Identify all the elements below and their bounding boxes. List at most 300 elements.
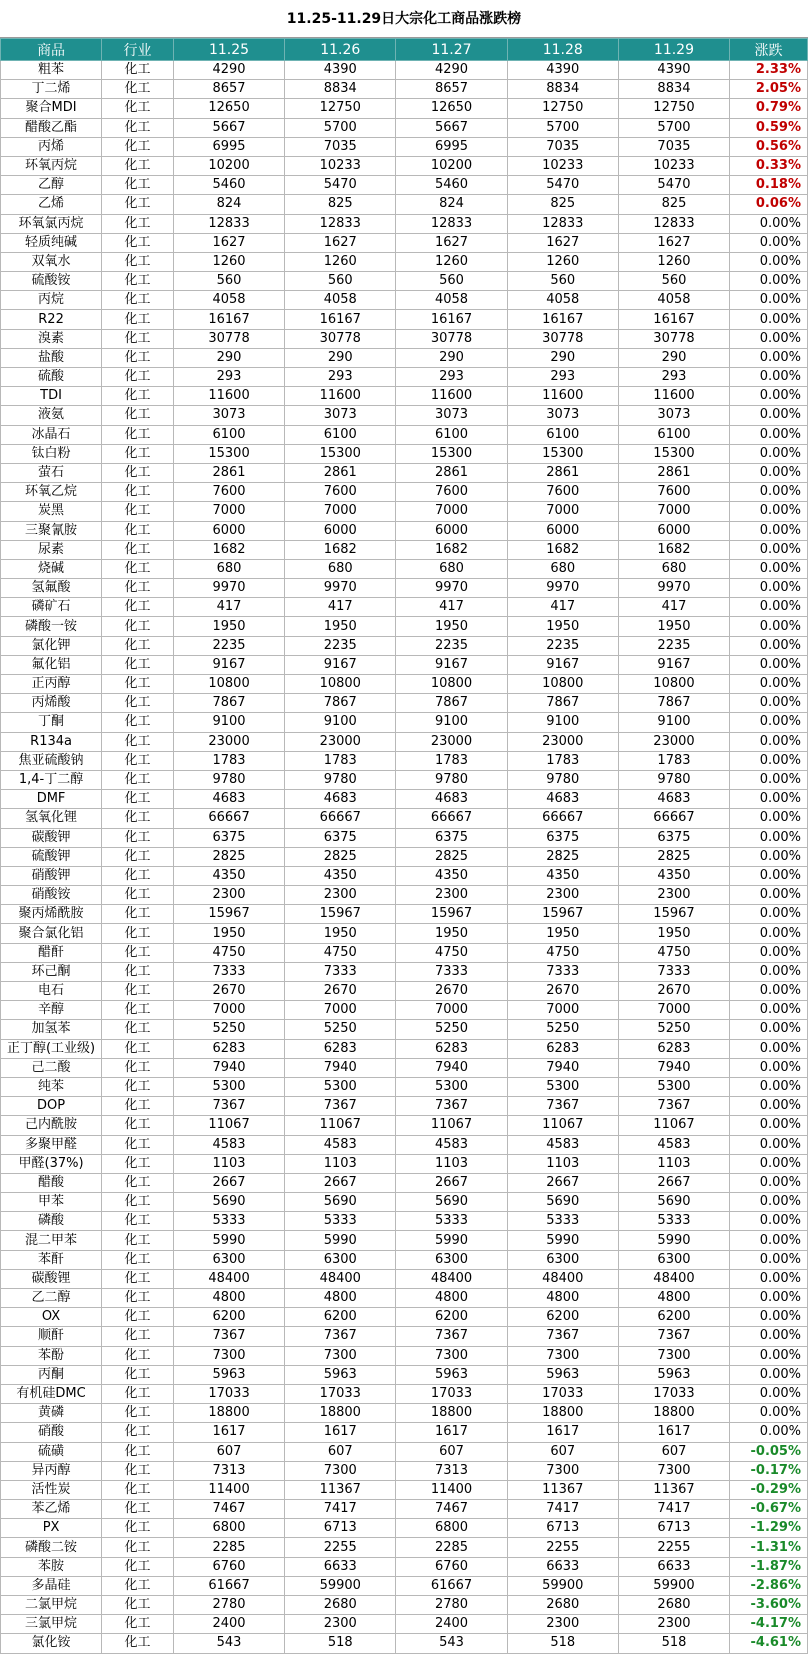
price-cell-1125: 4058 — [173, 291, 284, 310]
price-cell-1128: 9100 — [507, 713, 618, 732]
commodity-cell: 氯化铵 — [1, 1634, 102, 1653]
price-cell-1125: 4350 — [173, 866, 284, 885]
price-cell-1125: 12833 — [173, 214, 284, 233]
table-row — [1, 1135, 808, 1154]
price-cell-1128: 7035 — [507, 137, 618, 156]
commodity-cell: 三聚氰胺 — [1, 521, 102, 540]
price-cell-1125: 7367 — [173, 1097, 284, 1116]
price-cell-1125: 5990 — [173, 1231, 284, 1250]
price-cell-1128: 1627 — [507, 233, 618, 252]
commodity-cell: 顺酐 — [1, 1327, 102, 1346]
price-cell-1127: 2300 — [396, 886, 507, 905]
price-cell-1128: 17033 — [507, 1384, 618, 1403]
table-row — [1, 559, 808, 578]
price-cell-1126: 23000 — [285, 732, 396, 751]
price-cell-1129: 66667 — [618, 809, 729, 828]
commodity-cell: 碳酸锂 — [1, 1269, 102, 1288]
price-cell-1129: 607 — [618, 1442, 729, 1461]
industry-cell: 化工 — [102, 176, 174, 195]
price-cell-1128: 3073 — [507, 406, 618, 425]
industry-cell: 化工 — [102, 406, 174, 425]
table-row — [1, 1596, 808, 1615]
commodity-cell: 轻质纯碱 — [1, 233, 102, 252]
price-cell-1129: 2670 — [618, 982, 729, 1001]
commodity-cell: 醋酸乙酯 — [1, 118, 102, 137]
price-cell-1125: 10200 — [173, 156, 284, 175]
price-cell-1125: 11067 — [173, 1116, 284, 1135]
price-cell-1125: 7000 — [173, 502, 284, 521]
commodity-cell: 正丙醇 — [1, 675, 102, 694]
price-cell-1129: 1617 — [618, 1423, 729, 1442]
table-row — [1, 444, 808, 463]
change-cell: 0.00% — [730, 1327, 808, 1346]
industry-cell: 化工 — [102, 886, 174, 905]
price-cell-1127: 7467 — [396, 1500, 507, 1519]
commodity-cell: DMF — [1, 790, 102, 809]
price-cell-1126: 4800 — [285, 1289, 396, 1308]
change-cell: 0.00% — [730, 675, 808, 694]
industry-cell: 化工 — [102, 1327, 174, 1346]
price-cell-1128: 9780 — [507, 770, 618, 789]
column-header-date-1125: 11.25 — [173, 39, 284, 61]
price-cell-1126: 5470 — [285, 176, 396, 195]
price-cell-1125: 7467 — [173, 1500, 284, 1519]
price-cell-1127: 1783 — [396, 751, 507, 770]
price-cell-1126: 12833 — [285, 214, 396, 233]
price-cell-1127: 15967 — [396, 905, 507, 924]
price-cell-1128: 6375 — [507, 828, 618, 847]
price-cell-1126: 1627 — [285, 233, 396, 252]
price-cell-1125: 1627 — [173, 233, 284, 252]
change-cell: 0.00% — [730, 387, 808, 406]
commodity-cell: 正丁醇(工业级) — [1, 1039, 102, 1058]
change-cell: 0.00% — [730, 502, 808, 521]
price-cell-1127: 2825 — [396, 847, 507, 866]
price-cell-1125: 15967 — [173, 905, 284, 924]
price-cell-1125: 9970 — [173, 579, 284, 598]
price-cell-1125: 1783 — [173, 751, 284, 770]
price-cell-1128: 59900 — [507, 1576, 618, 1595]
commodity-cell: 己内酰胺 — [1, 1116, 102, 1135]
price-cell-1126: 48400 — [285, 1269, 396, 1288]
price-cell-1127: 4290 — [396, 61, 507, 80]
price-cell-1125: 8657 — [173, 80, 284, 99]
table-row — [1, 425, 808, 444]
price-cell-1125: 6800 — [173, 1519, 284, 1538]
change-cell: 0.00% — [730, 272, 808, 291]
price-cell-1128: 9970 — [507, 579, 618, 598]
price-cell-1128: 2255 — [507, 1538, 618, 1557]
price-cell-1127: 10200 — [396, 156, 507, 175]
industry-cell: 化工 — [102, 1461, 174, 1480]
table-row — [1, 1269, 808, 1288]
industry-cell: 化工 — [102, 195, 174, 214]
price-cell-1127: 5667 — [396, 118, 507, 137]
price-cell-1126: 9100 — [285, 713, 396, 732]
change-cell: -2.86% — [730, 1576, 808, 1595]
price-cell-1125: 7313 — [173, 1461, 284, 1480]
price-cell-1125: 23000 — [173, 732, 284, 751]
price-cell-1128: 4750 — [507, 943, 618, 962]
industry-cell: 化工 — [102, 1365, 174, 1384]
price-cell-1127: 7940 — [396, 1058, 507, 1077]
industry-cell: 化工 — [102, 540, 174, 559]
industry-cell: 化工 — [102, 1538, 174, 1557]
change-cell: -4.61% — [730, 1634, 808, 1653]
price-cell-1128: 4058 — [507, 291, 618, 310]
industry-cell: 化工 — [102, 329, 174, 348]
change-cell: 0.00% — [730, 847, 808, 866]
commodity-cell: 黄磷 — [1, 1404, 102, 1423]
price-cell-1127: 6375 — [396, 828, 507, 847]
table-row — [1, 1634, 808, 1653]
price-cell-1128: 6200 — [507, 1308, 618, 1327]
price-cell-1126: 4750 — [285, 943, 396, 962]
price-cell-1126: 1682 — [285, 540, 396, 559]
price-cell-1127: 6000 — [396, 521, 507, 540]
change-cell: -0.17% — [730, 1461, 808, 1480]
table-row — [1, 1442, 808, 1461]
industry-cell: 化工 — [102, 675, 174, 694]
change-cell: 0.00% — [730, 982, 808, 1001]
industry-cell: 化工 — [102, 1001, 174, 1020]
price-cell-1126: 15967 — [285, 905, 396, 924]
price-cell-1128: 1950 — [507, 924, 618, 943]
industry-cell: 化工 — [102, 80, 174, 99]
industry-cell: 化工 — [102, 636, 174, 655]
change-cell: 0.00% — [730, 310, 808, 329]
change-cell: 0.00% — [730, 713, 808, 732]
commodity-cell: 硫酸钾 — [1, 847, 102, 866]
price-cell-1125: 15300 — [173, 444, 284, 463]
price-cell-1126: 11367 — [285, 1480, 396, 1499]
price-cell-1129: 1682 — [618, 540, 729, 559]
change-cell: 0.00% — [730, 1058, 808, 1077]
price-cell-1126: 6200 — [285, 1308, 396, 1327]
table-row — [1, 1538, 808, 1557]
price-cell-1127: 5963 — [396, 1365, 507, 1384]
industry-cell: 化工 — [102, 924, 174, 943]
price-cell-1126: 10233 — [285, 156, 396, 175]
industry-cell: 化工 — [102, 1634, 174, 1653]
table-row — [1, 598, 808, 617]
table-row — [1, 310, 808, 329]
price-cell-1128: 4800 — [507, 1289, 618, 1308]
price-cell-1128: 15300 — [507, 444, 618, 463]
table-row — [1, 1384, 808, 1403]
change-cell: 0.00% — [730, 636, 808, 655]
column-header-change: 涨跌 — [730, 39, 808, 61]
change-cell: 0.00% — [730, 291, 808, 310]
price-cell-1129: 7000 — [618, 1001, 729, 1020]
price-cell-1127: 7600 — [396, 483, 507, 502]
price-cell-1128: 11600 — [507, 387, 618, 406]
commodity-cell: 萤石 — [1, 463, 102, 482]
price-cell-1129: 23000 — [618, 732, 729, 751]
table-row — [1, 99, 808, 118]
change-cell: -0.29% — [730, 1480, 808, 1499]
price-cell-1128: 11067 — [507, 1116, 618, 1135]
price-cell-1125: 1950 — [173, 924, 284, 943]
price-cell-1128: 7367 — [507, 1327, 618, 1346]
price-cell-1125: 16167 — [173, 310, 284, 329]
industry-cell: 化工 — [102, 272, 174, 291]
price-cell-1128: 2667 — [507, 1173, 618, 1192]
price-cell-1127: 6800 — [396, 1519, 507, 1538]
price-cell-1128: 293 — [507, 368, 618, 387]
price-cell-1128: 10233 — [507, 156, 618, 175]
price-cell-1126: 6375 — [285, 828, 396, 847]
commodity-cell: 丙烯 — [1, 137, 102, 156]
price-cell-1127: 1682 — [396, 540, 507, 559]
industry-cell: 化工 — [102, 1404, 174, 1423]
table-row — [1, 540, 808, 559]
price-cell-1127: 2861 — [396, 463, 507, 482]
price-cell-1127: 7333 — [396, 962, 507, 981]
price-cell-1128: 7600 — [507, 483, 618, 502]
table-row — [1, 61, 808, 80]
change-cell: 0.00% — [730, 943, 808, 962]
price-cell-1129: 1627 — [618, 233, 729, 252]
table-row — [1, 809, 808, 828]
price-cell-1126: 1950 — [285, 924, 396, 943]
table-row — [1, 1500, 808, 1519]
price-cell-1126: 9970 — [285, 579, 396, 598]
commodity-cell: 乙二醇 — [1, 1289, 102, 1308]
price-cell-1126: 1103 — [285, 1154, 396, 1173]
price-cell-1127: 2780 — [396, 1596, 507, 1615]
price-cell-1128: 1783 — [507, 751, 618, 770]
price-cell-1129: 5990 — [618, 1231, 729, 1250]
change-cell: 2.33% — [730, 61, 808, 80]
industry-cell: 化工 — [102, 1250, 174, 1269]
price-cell-1125: 9167 — [173, 655, 284, 674]
industry-cell: 化工 — [102, 809, 174, 828]
price-cell-1125: 2667 — [173, 1173, 284, 1192]
price-cell-1126: 2300 — [285, 886, 396, 905]
price-cell-1125: 7333 — [173, 962, 284, 981]
price-cell-1129: 9970 — [618, 579, 729, 598]
industry-cell: 化工 — [102, 1423, 174, 1442]
price-cell-1129: 9100 — [618, 713, 729, 732]
commodity-cell: 炭黑 — [1, 502, 102, 521]
commodity-cell: 硝酸钾 — [1, 866, 102, 885]
commodity-cell: 多聚甲醛 — [1, 1135, 102, 1154]
price-cell-1127: 6200 — [396, 1308, 507, 1327]
price-cell-1129: 825 — [618, 195, 729, 214]
change-cell: 0.00% — [730, 214, 808, 233]
price-cell-1129: 59900 — [618, 1576, 729, 1595]
price-cell-1126: 10800 — [285, 675, 396, 694]
price-cell-1127: 12833 — [396, 214, 507, 233]
change-cell: 0.00% — [730, 483, 808, 502]
price-cell-1129: 6283 — [618, 1039, 729, 1058]
commodity-cell: 硫酸 — [1, 368, 102, 387]
table-row — [1, 1077, 808, 1096]
industry-cell: 化工 — [102, 137, 174, 156]
price-cell-1128: 15967 — [507, 905, 618, 924]
price-cell-1127: 2667 — [396, 1173, 507, 1192]
price-cell-1125: 5300 — [173, 1077, 284, 1096]
price-cell-1125: 4800 — [173, 1289, 284, 1308]
table-row — [1, 1480, 808, 1499]
price-cell-1126: 12750 — [285, 99, 396, 118]
column-header-date-1129: 11.29 — [618, 39, 729, 61]
price-cell-1126: 3073 — [285, 406, 396, 425]
price-cell-1128: 4583 — [507, 1135, 618, 1154]
price-cell-1126: 9167 — [285, 655, 396, 674]
price-cell-1125: 11400 — [173, 1480, 284, 1499]
price-cell-1126: 11067 — [285, 1116, 396, 1135]
change-cell: 0.00% — [730, 1173, 808, 1192]
price-cell-1129: 7300 — [618, 1461, 729, 1480]
price-cell-1129: 18800 — [618, 1404, 729, 1423]
price-cell-1127: 23000 — [396, 732, 507, 751]
price-cell-1128: 1682 — [507, 540, 618, 559]
price-cell-1127: 6995 — [396, 137, 507, 156]
table-row — [1, 272, 808, 291]
price-cell-1129: 7333 — [618, 962, 729, 981]
price-cell-1126: 30778 — [285, 329, 396, 348]
price-cell-1128: 6000 — [507, 521, 618, 540]
price-cell-1129: 2235 — [618, 636, 729, 655]
price-cell-1126: 417 — [285, 598, 396, 617]
price-cell-1129: 1783 — [618, 751, 729, 770]
price-cell-1125: 2400 — [173, 1615, 284, 1634]
commodity-cell: 纯苯 — [1, 1077, 102, 1096]
price-cell-1127: 824 — [396, 195, 507, 214]
price-cell-1128: 4683 — [507, 790, 618, 809]
table-row — [1, 156, 808, 175]
price-cell-1128: 5300 — [507, 1077, 618, 1096]
price-cell-1129: 1950 — [618, 617, 729, 636]
commodity-cell: 己二酸 — [1, 1058, 102, 1077]
commodity-cell: 氢氟酸 — [1, 579, 102, 598]
price-cell-1126: 5700 — [285, 118, 396, 137]
price-cell-1126: 11600 — [285, 387, 396, 406]
change-cell: 0.59% — [730, 118, 808, 137]
commodity-cell: 硫酸铵 — [1, 272, 102, 291]
price-cell-1125: 5690 — [173, 1193, 284, 1212]
column-header-commodity: 商品 — [1, 39, 102, 61]
table-row — [1, 636, 808, 655]
price-cell-1125: 6995 — [173, 137, 284, 156]
commodity-cell: 二氯甲烷 — [1, 1596, 102, 1615]
price-cell-1127: 12650 — [396, 99, 507, 118]
commodity-cell: 烧碱 — [1, 559, 102, 578]
price-cell-1128: 2680 — [507, 1596, 618, 1615]
change-cell: 0.00% — [730, 1423, 808, 1442]
table-row — [1, 1289, 808, 1308]
price-cell-1125: 7367 — [173, 1327, 284, 1346]
price-cell-1125: 9100 — [173, 713, 284, 732]
commodity-cell: 磷酸一铵 — [1, 617, 102, 636]
price-cell-1127: 5333 — [396, 1212, 507, 1231]
industry-cell: 化工 — [102, 982, 174, 1001]
table-row — [1, 195, 808, 214]
price-cell-1126: 8834 — [285, 80, 396, 99]
price-cell-1129: 7600 — [618, 483, 729, 502]
price-cell-1125: 12650 — [173, 99, 284, 118]
industry-cell: 化工 — [102, 598, 174, 617]
price-cell-1128: 5470 — [507, 176, 618, 195]
industry-cell: 化工 — [102, 1442, 174, 1461]
price-cell-1129: 2300 — [618, 886, 729, 905]
price-cell-1126: 7300 — [285, 1346, 396, 1365]
table-row — [1, 1327, 808, 1346]
table-row — [1, 137, 808, 156]
price-cell-1129: 3073 — [618, 406, 729, 425]
price-cell-1125: 1682 — [173, 540, 284, 559]
price-cell-1126: 2235 — [285, 636, 396, 655]
commodity-cell: 苯乙烯 — [1, 1500, 102, 1519]
price-cell-1128: 825 — [507, 195, 618, 214]
price-cell-1126: 5333 — [285, 1212, 396, 1231]
industry-cell: 化工 — [102, 368, 174, 387]
price-cell-1129: 11367 — [618, 1480, 729, 1499]
price-cell-1128: 11367 — [507, 1480, 618, 1499]
price-cell-1129: 17033 — [618, 1384, 729, 1403]
table-row — [1, 368, 808, 387]
price-cell-1127: 2235 — [396, 636, 507, 655]
price-cell-1129: 1103 — [618, 1154, 729, 1173]
industry-cell: 化工 — [102, 1384, 174, 1403]
table-row — [1, 80, 808, 99]
price-cell-1127: 15300 — [396, 444, 507, 463]
price-cell-1129: 6000 — [618, 521, 729, 540]
table-row — [1, 1193, 808, 1212]
price-cell-1126: 5690 — [285, 1193, 396, 1212]
price-cell-1128: 18800 — [507, 1404, 618, 1423]
table-row — [1, 905, 808, 924]
price-cell-1127: 1950 — [396, 617, 507, 636]
commodity-cell: 粗苯 — [1, 61, 102, 80]
commodity-cell: 溴素 — [1, 329, 102, 348]
change-cell: -1.87% — [730, 1557, 808, 1576]
price-cell-1128: 607 — [507, 1442, 618, 1461]
price-cell-1126: 2300 — [285, 1615, 396, 1634]
price-cell-1126: 7333 — [285, 962, 396, 981]
change-cell: 0.00% — [730, 655, 808, 674]
price-cell-1125: 6000 — [173, 521, 284, 540]
price-cell-1128: 5700 — [507, 118, 618, 137]
price-cell-1126: 6713 — [285, 1519, 396, 1538]
price-cell-1125: 4683 — [173, 790, 284, 809]
price-cell-1127: 4583 — [396, 1135, 507, 1154]
commodity-cell: 丁酮 — [1, 713, 102, 732]
table-row — [1, 406, 808, 425]
commodity-cell: 聚丙烯酰胺 — [1, 905, 102, 924]
change-cell: 0.00% — [730, 579, 808, 598]
table-row — [1, 1346, 808, 1365]
price-cell-1127: 9167 — [396, 655, 507, 674]
price-cell-1126: 66667 — [285, 809, 396, 828]
price-cell-1125: 11600 — [173, 387, 284, 406]
price-cell-1128: 2861 — [507, 463, 618, 482]
industry-cell: 化工 — [102, 214, 174, 233]
commodity-cell: 加氢苯 — [1, 1020, 102, 1039]
table-row — [1, 943, 808, 962]
price-cell-1125: 680 — [173, 559, 284, 578]
industry-cell: 化工 — [102, 655, 174, 674]
change-cell: -0.67% — [730, 1500, 808, 1519]
industry-cell: 化工 — [102, 1596, 174, 1615]
price-cell-1125: 607 — [173, 1442, 284, 1461]
industry-cell: 化工 — [102, 1576, 174, 1595]
table-row — [1, 732, 808, 751]
price-cell-1127: 2670 — [396, 982, 507, 1001]
table-row — [1, 387, 808, 406]
